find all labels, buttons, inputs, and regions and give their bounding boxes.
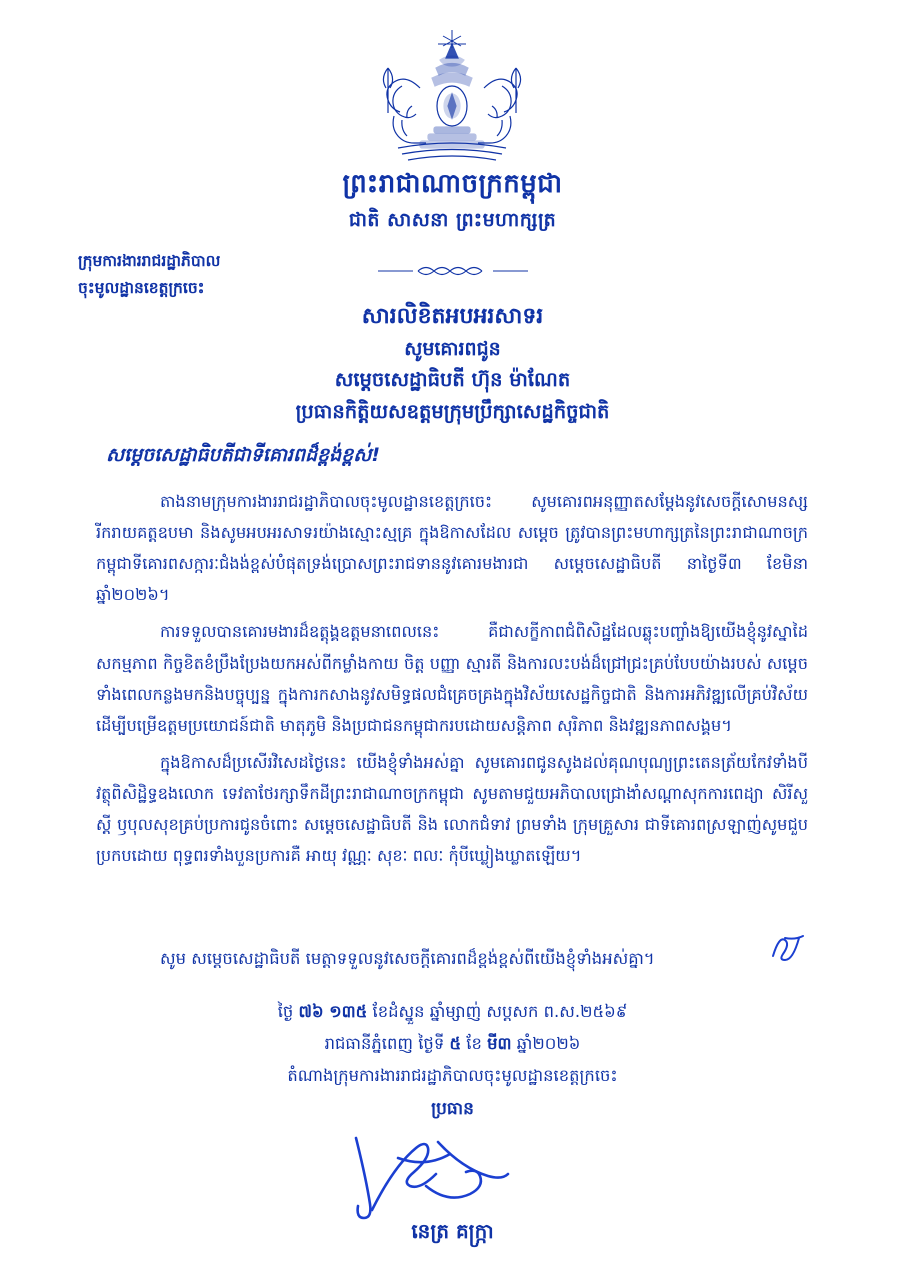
kingdom-line-1: ព្រះរាជាណាចក្រកម្ពុជា: [342, 169, 563, 199]
date-line1-suffix: ខែដំស្នួន ឆ្នាំម្សាញ់ សប្តសក ព.ស.២៥៦៩: [372, 1002, 628, 1021]
paragraph-1: តាងនាមក្រុមការងាររាជរដ្ឋាភិបាលចុះមូលដ្ឋានខេត្តក្រចេះ សូមគោរពអនុញ្ញាតសម្តែងនូវសេចក្តីសោមនស្សរីករាយគត្តឧបមា និងសូមអបអរសាទរយ៉ាងស្មោះស្មគ្រ ក្នុងឱកាសដែល សម្តេច ត្រូវបានព្រះមហាក្សត្រនៃព្រះរាជាណាចក្រកម្ពុជាទីគោរពសក្ការៈជំងង់ខ្ពស់បំផុតទ្រង់ប្រោសព្រះរាជទាននូវគោរមងារជា សម្តេចសេដ្ឋាធិបតី នាថ្ងៃទី៣ ខែមិនា ឆ្នាំ២០២៦។: [96, 492, 808, 605]
handwritten-initials-mark: [769, 930, 809, 966]
paragraph-2: ការទទួលបានគោរមងារដ៏ឧត្តុង្គឧត្តមនាពេលនេះ គឺជាសក្ខីកាពជំពិសិដ្ឋដែលឆ្លុះបញ្ចាំងឱ្យយើងខ្ញុំនូវស្នាដៃ សកម្មភាព កិច្ចខិតខំប្រឹងប្រែងយកអស់ពីកម្លាំងកាយ ចិត្ត បញ្ញា ស្មារតី និងការលះបង់ដ៏ជ្រៅជ្រះគ្រប់បែបយ៉ាងរបស់ សម្តេច ទាំងពេលកន្លងមកនិងបច្ចុប្បន្ន ក្នុងការកសាងនូវសមិទ្ធផលជំគ្រេចគ្រងក្នុងវិស័យសេដ្ឋកិច្ចជាតិ និងការអភិវឌ្ឍលើគ្រប់វិស័យ ដើម្បីបម្រើឧត្តមប្រយោជន៍ជាតិ មាតុភូមិ និងប្រជាជនកម្ពុជាករបដោយសន្តិភាព សុរិភាព និងវឌ្ឍនភាពសង្គម។: [96, 622, 808, 735]
date-line-lunar: [0, 996, 905, 1028]
date-line1-prefix: ថ្ងៃ: [277, 1002, 294, 1021]
date-line2-month: មី៣: [487, 1033, 512, 1053]
signature-container: [0, 1128, 905, 1227]
date-line2-day: ៥: [449, 1033, 462, 1053]
date-line2-prefix: រាជធានីភ្នំពេញ ថ្ងៃទី: [324, 1033, 445, 1053]
signer-role: ប្រធាន: [431, 1099, 474, 1119]
org-line-1: ក្រុមការងាររាជរដ្ឋាភិបាល: [78, 252, 221, 270]
signature-role-block: [0, 1098, 905, 1123]
addressee-position: ប្រធានកិត្តិយសឧត្តមក្រុមប្រឹក្សាសេដ្ឋកិច្ចជាតិ: [295, 399, 610, 423]
date-line-representative: តំណាងក្រុមការងាររាជរដ្ឋាភិបាលចុះមូលដ្ឋានខេត្តក្រចេះ: [287, 1065, 618, 1085]
addressee-prefix: សូមគោរពជូន: [404, 338, 501, 361]
kingdom-line-2: ជាតិ សាសនា ព្រះមហាក្សត្រ: [348, 208, 557, 231]
organisation-block: [78, 248, 328, 302]
signer-name: នេត្រ គក្ក្រា: [411, 1219, 494, 1243]
closing-line: សូម សម្តេចសេដ្ឋាធិបតី មេត្តាទទួលនូវសេចក្តីគោរពដ៏ខ្ពង់ខ្ពស់ពីយើងខ្ញុំទាំងអស់គ្នា។: [160, 949, 655, 968]
royal-emblem-icon: [350, 28, 555, 172]
date-line2-suffix: ឆ្នាំ២០២៦: [516, 1033, 581, 1053]
salutation: សម្តេចសេដ្ឋាធិបតីជាទីគោរពដ៏ខ្ពង់ខ្ពស់!: [106, 444, 380, 466]
date-line-gregorian: [0, 1028, 905, 1060]
date-line2-mid: ខែ: [466, 1033, 482, 1053]
paragraph-3: ក្នុងឱកាសដ៏ប្រសើរវិសេដថ្ងៃនេះ យើងខ្ញុំទាំងអស់គ្នា សូមគោរពជូនសូងដល់គុណបុណ្យព្រះតេនត្រ័យកែវទាំងបីវត្ថុពិសិដ្ឋិទ្ធឧងលោក ទេវតាថែរក្សាទឹកដីព្រះរាជាណាចក្រកម្ពុជា សូមតាមជួយអភិបាលជ្រោងាំសណ្តាសុកការពេដ្យា សិរីសួស្តី ឫបុលសុខគ្រប់ប្រការជូនចំពោះ សម្តេចសេដ្ឋាធិបតី និង លោកជំទាវ ព្រមទាំង ក្រុមគ្រួសារ ជាទីគោរពស្រឡាញ់សូមជួបប្រកបដោយ ពុទ្ធពរទាំងបួនប្រការគឺ អាយុ វណ្ណៈ សុខៈ ពលៈ កុំបីឃ្លៀងឃ្លាតឡើយ។: [96, 752, 808, 866]
org-line-2: ចុះមូលដ្ឋានខេត្តក្រចេះ: [78, 279, 205, 298]
date-line1-handwritten: ៧៦ ១៣៥: [298, 1002, 368, 1021]
emblem-container: [0, 28, 905, 172]
addressee-name: សម្តេចសេដ្ឋាធិបតី ហ៊ុន ម៉ាណែត: [334, 368, 571, 392]
document-title: សារលិខិតអបអរសាទរ: [361, 304, 544, 329]
handwritten-signature-icon: [338, 1128, 568, 1223]
kingdom-heading: [0, 168, 905, 236]
title-block: [0, 300, 905, 427]
date-block: [0, 996, 905, 1092]
body-text: [96, 486, 808, 877]
